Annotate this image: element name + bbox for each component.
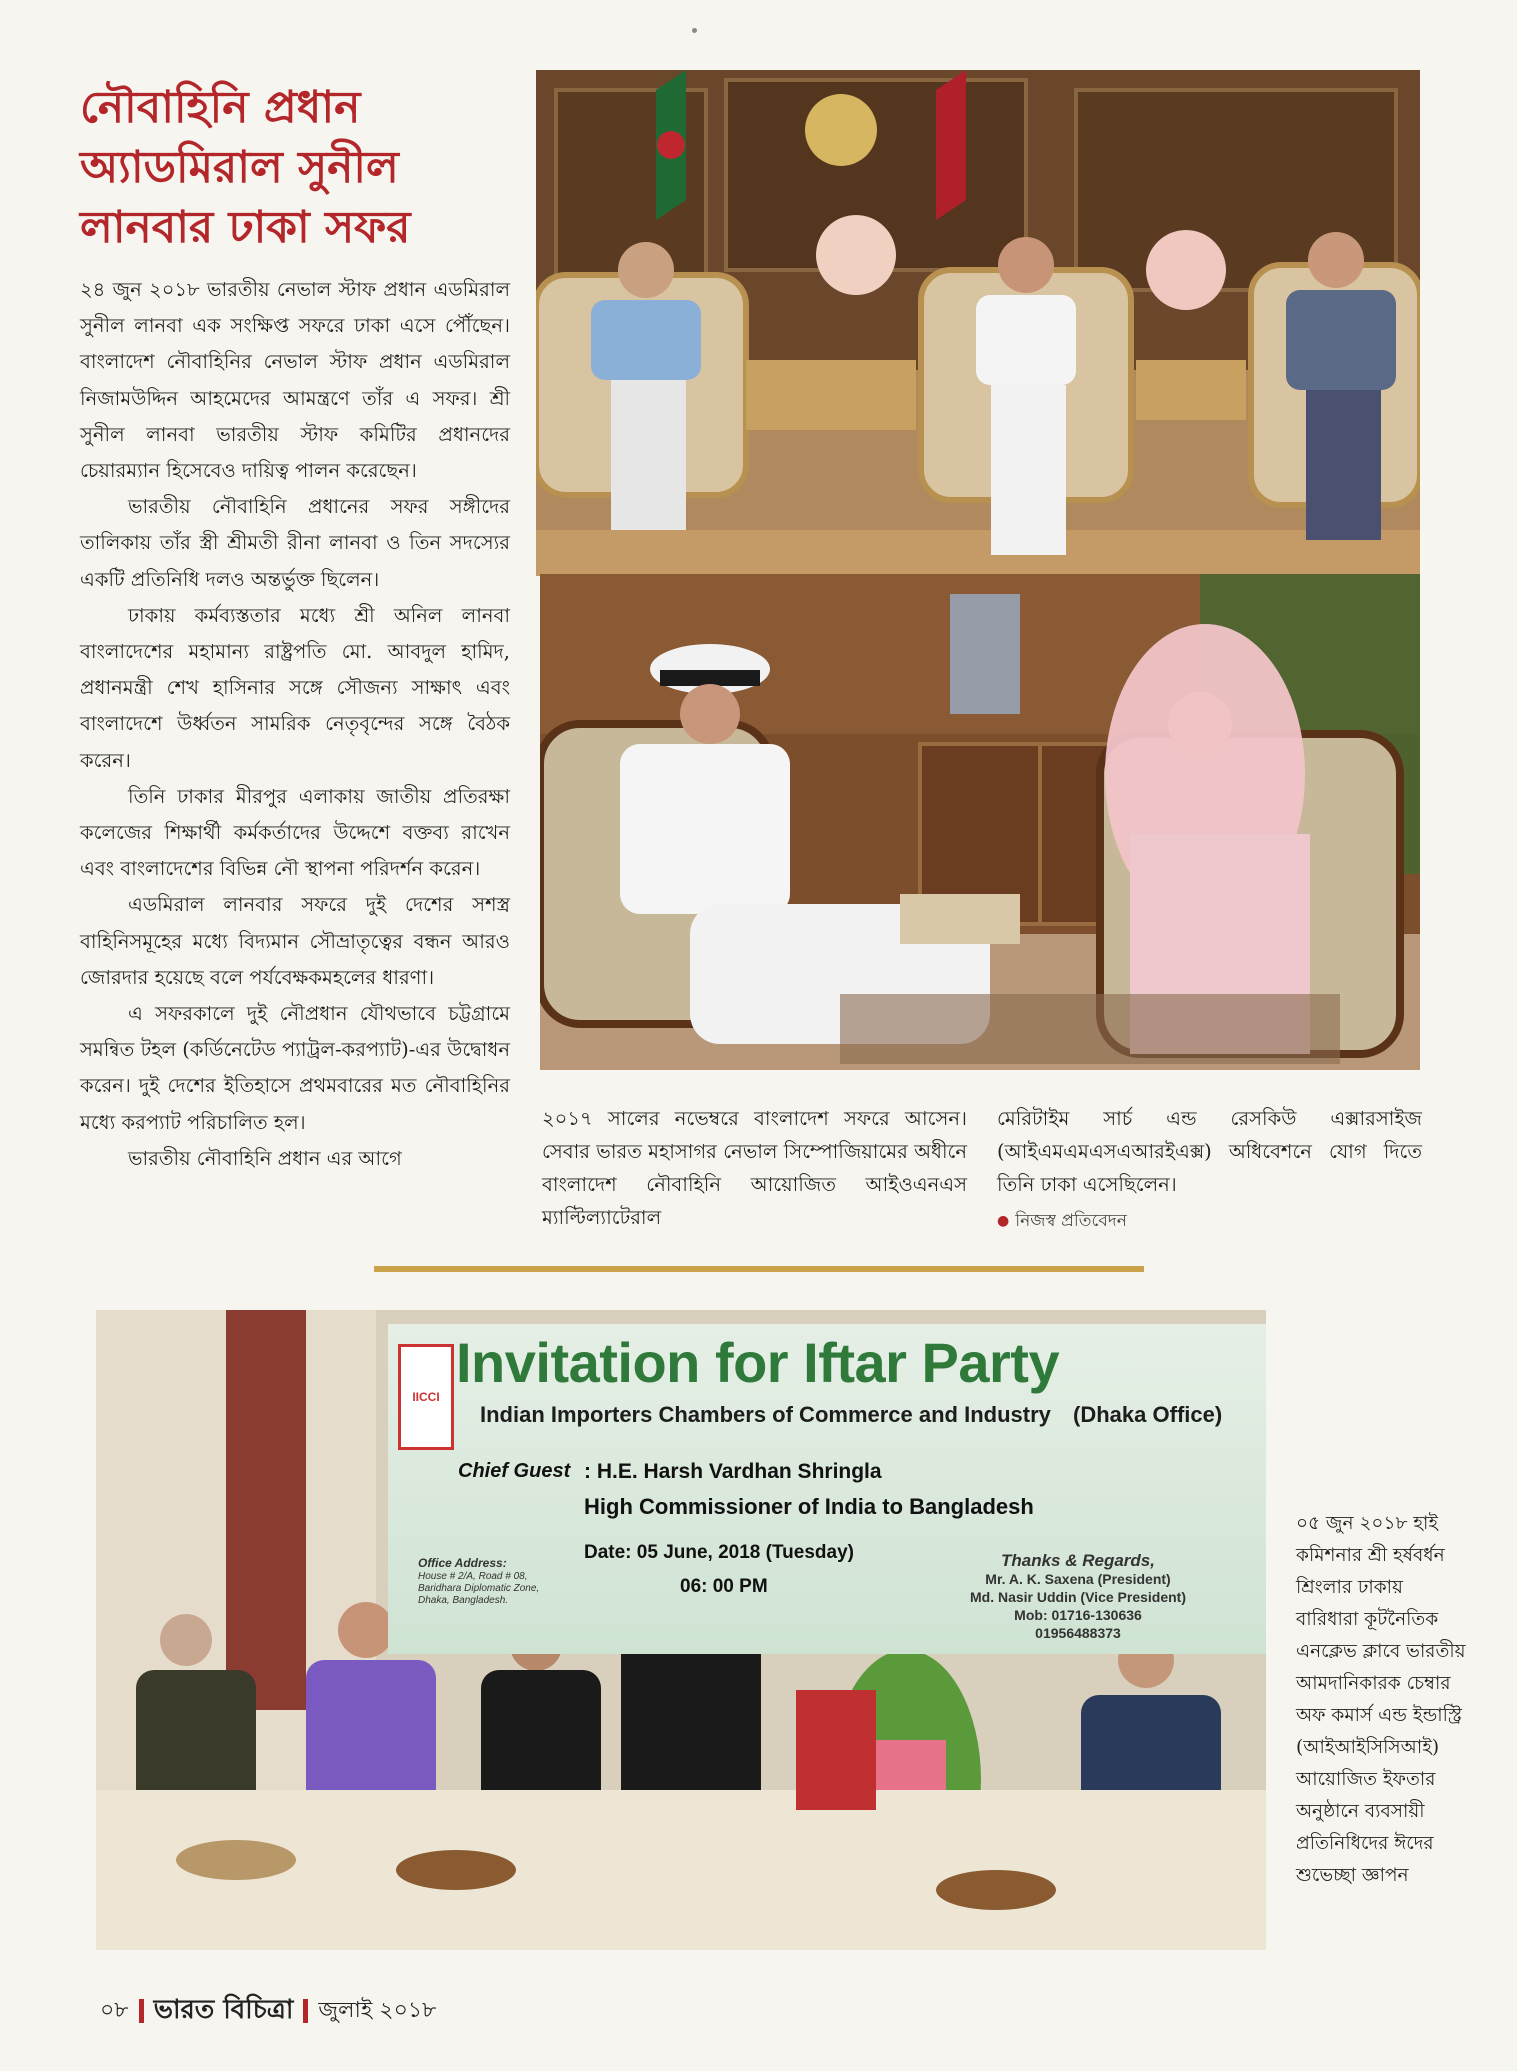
page-footer xyxy=(100,1994,436,2028)
body-paragraph: তিনি ঢাকার মীরপুর এলাকায় জাতীয় প্রতিরক্ষা কলেজের শিক্ষার্থী কর্মকর্তাদের উদ্দেশে বক্তব্য রাখেন এবং বাংলাদেশের বিভিন্ন নৌ স্থাপনা পরিদর্শন করেন। xyxy=(80,784,510,881)
banner-title: Invitation for Iftar Party xyxy=(456,1331,1060,1394)
body-paragraph: ভারতীয় নৌবাহিনি প্রধানের সফর সঙ্গীদের তালিকায় তাঁর স্ত্রী শ্রীমতী রীনা লানবা ও তিন সদস্যের একটি প্রতিনিধি দলও অন্তর্ভুক্ত ছিলেন। xyxy=(80,495,510,591)
continuation-column-1: ২০১৭ সালের নভেম্বরে বাংলাদেশ সফরে আসেন। সেবার ভারত মহাসাগর নেভাল সিম্পোজিয়ামের অধীনে বাংলাদেশ নৌবাহিনি আয়োজিত আইওএনএস ম্যাল্টিল্যাটেরাল xyxy=(542,1107,967,1229)
article-continuation xyxy=(542,1102,1422,1242)
magazine-name: ভারত বিচিত্রা xyxy=(153,1995,294,2025)
thanks-text: Thanks & Regards, xyxy=(1001,1551,1155,1570)
body-paragraph: ভারতীয় নৌবাহিনি প্রধান এর আগে xyxy=(128,1146,402,1170)
event-date: Date: 05 June, 2018 (Tuesday) xyxy=(584,1542,854,1563)
headline-line-1: নৌবাহিনি প্রধান xyxy=(80,82,361,133)
continuation-text: মেরিটাইম সার্চ এন্ড রেসকিউ এক্সারসাইজ (আইএমএমএসএআরইএক্স) অধিবেশনে যোগ দিতে তিনি ঢাকা এসেছিলেন। xyxy=(997,1107,1422,1196)
office-address-label: Office Address: xyxy=(418,1556,507,1570)
bullet-icon: ● xyxy=(997,1213,1010,1229)
continuation-column-2 xyxy=(997,1102,1422,1242)
president-text: Mr. A. K. Saxena (President) xyxy=(985,1571,1171,1587)
body-paragraph: এডমিরাল লানবার সফরে দুই দেশের সশস্ত্র বাহিনিসমূহের মধ্যে বিদ্যমান সৌভ্রাতৃত্বের বন্ধন আরও জোরদার হয়েছে বলে পর্যবেক্ষকমহলের ধারণা। xyxy=(80,893,510,989)
vice-president-text: Md. Nasir Uddin (Vice President) xyxy=(969,1589,1186,1605)
section-divider xyxy=(374,1266,1144,1272)
body-paragraph: এ সফরকালে দুই নৌপ্রধান যৌথভাবে চট্টগ্রামে সমন্বিত টহল (কর্ডিনেটেড প্যাট্রল-করপ্যাট)-এর উদ্বোধন করেন। দুই দেশের ইতিহাসে প্রথমবারের মত নৌবাহিনির মধ্যে করপ্যাট পরিচালিত হল। xyxy=(80,1002,510,1134)
footer-separator xyxy=(303,1999,308,2023)
article-body xyxy=(80,272,510,1177)
footer-separator xyxy=(139,1999,144,2023)
byline xyxy=(997,1205,1422,1238)
photo-iftar-party xyxy=(96,1310,1266,1950)
mobile-text: Mob: 01716-130636 xyxy=(1014,1607,1142,1623)
article-headline xyxy=(80,78,520,258)
photo-pm-meeting xyxy=(540,574,1420,1070)
photo-president-meeting-image xyxy=(536,70,1420,576)
headline-line-3: লানবার ঢাকা সফর xyxy=(80,202,411,253)
logo-text: IICCI xyxy=(412,1390,440,1404)
page-mark xyxy=(692,28,697,33)
iftar-banner xyxy=(388,1324,1266,1654)
org-name: Indian Importers Chambers of Commerce and Industry xyxy=(480,1402,1051,1427)
chief-guest-label: Chief Guest xyxy=(458,1460,571,1482)
thanks-block xyxy=(948,1552,1208,1642)
body-paragraph: ২৪ জুন ২০১৮ ভারতীয় নেভাল স্টাফ প্রধান এডমিরাল সুনীল লানবা এক সংক্ষিপ্ত সফরে ঢাকা এসে পৌঁছেন। বাংলাদেশ নৌবাহিনির নেভাল স্টাফ প্রধান এডমিরাল নিজামউদ্দিন আহমেদের আমন্ত্রণে তাঁর এ সফর। শ্রী সুনীল লানবা ভারতীয় স্টাফ কমিটির প্রধানদের চেয়ারম্যান হিসেবেও দায়িত্ব পালন করেছেন। xyxy=(80,278,510,483)
chief-guest-name: : H.E. Harsh Vardhan Shringla xyxy=(584,1460,882,1483)
office-address-text: House # 2/A, Road # 08, Baridhara Diplomatic Zone, Dhaka, Bangladesh. xyxy=(418,1571,540,1606)
banner-org xyxy=(480,1402,1222,1428)
byline-text: নিজস্ব প্রতিবেদন xyxy=(1015,1211,1127,1231)
iftar-caption: ০৫ জুন ২০১৮ হাই কমিশনার শ্রী হর্ষবর্ধন শ্রিংলার ঢাকায় বারিধারা কূটনৈতিক এনক্লেভ ক্লাবে ভারতীয় আমদানিকারক চেম্বার অফ কমার্স এন্ড ইন্ডাস্ট্রি (আইআইসিসিআই) আয়োজিত ইফতার অনুষ্ঠানে ব্যবসায়ী প্রতিনিধিদের ঈদের শুভেচ্ছা জ্ঞাপন xyxy=(1296,1513,1466,1886)
event-time: 06: 00 PM xyxy=(680,1576,768,1597)
photo-president-meeting xyxy=(536,70,1420,576)
page-number: ০৮ xyxy=(100,1997,129,2023)
photo-pm-meeting-image xyxy=(540,574,1420,1070)
body-paragraph: ঢাকায় কর্মব্যস্ততার মধ্যে শ্রী অনিল লানবা বাংলাদেশের মহামান্য রাষ্ট্রপতি মো. আবদুল হামিদ, প্রধানমন্ত্রী শেখ হাসিনার সঙ্গে সৌজন্য সাক্ষাৎ এবং বাংলাদেশে উর্ধ্বতন সামরিক নেতৃবৃন্দের সঙ্গে বৈঠক করেন। xyxy=(80,603,510,772)
headline-line-2: অ্যাডমিরাল সুনীল xyxy=(80,142,399,193)
issue-date: জুলাই ২০১৮ xyxy=(318,1997,437,2023)
org-office: (Dhaka Office) xyxy=(1073,1402,1223,1427)
office-address xyxy=(418,1556,568,1607)
iicci-logo xyxy=(398,1344,454,1450)
chief-guest-title: High Commissioner of India to Bangladesh xyxy=(584,1494,1034,1519)
mobile-text-2: 01956488373 xyxy=(1035,1625,1121,1641)
